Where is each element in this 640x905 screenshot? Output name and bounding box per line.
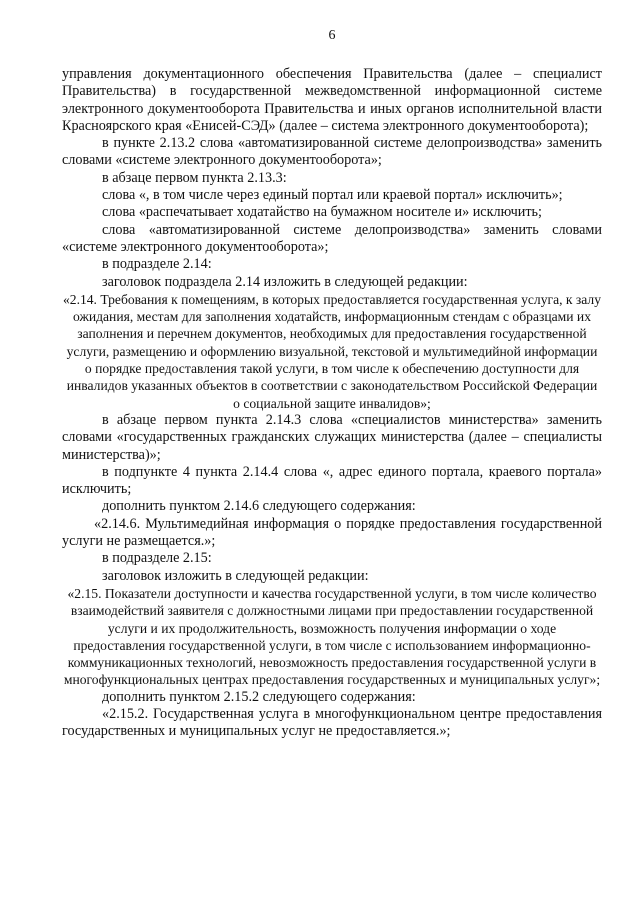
- paragraph: «2.14.6. Мультимедийная информация о порядке предоставления государственной услуги не размещается.»;: [62, 515, 602, 550]
- paragraph: в подразделе 2.14:: [102, 256, 212, 273]
- paragraph: дополнить пунктом 2.14.6 следующего содержания:: [102, 498, 416, 515]
- paragraph: управления документационного обеспечения Правительства (далее – специалист Правительства) в государственной межведомственной информационной системе электронного документооборота Правительства и иных органов исполнительной власти Красноярского края «Енисей-СЭД» (далее – система электронного документооборота);: [62, 66, 602, 134]
- paragraph: дополнить пунктом 2.15.2 следующего содержания:: [102, 688, 416, 705]
- paragraph: «2.15.2. Государственная услуга в многофункциональном центре предоставления государственных и муниципальных услуг не предоставляется.»;: [62, 705, 602, 740]
- document-body: [62, 66, 602, 741]
- paragraph: заголовок изложить в следующей редакции:: [102, 567, 369, 584]
- paragraph: в пункте 2.13.2 слова «автоматизированной системе делопроизводства» заменить словами «системе электронного документооборота»;: [62, 135, 602, 169]
- section-heading-2-15: «2.15. Показатели доступности и качества государственной услуги, в том числе количество взаимодействий заявителя с должностными лицами при предоставлении государственной услуги и их продолжительность, возможность получения информации о ходе предоставления государственной услуги, в том числе с использованием информационно-коммуникационных технологий, невозможность предоставления государственной услуги в многофункциональных центрах предоставления государственных и муниципальных услуг»;: [63, 585, 601, 688]
- paragraph: заголовок подраздела 2.14 изложить в следующей редакции:: [102, 273, 468, 290]
- paragraph: слова «автоматизированной системе делопроизводства» заменить словами «системе электронного документооборота»;: [62, 221, 602, 255]
- paragraph: в подпункте 4 пункта 2.14.4 слова «, адрес единого портала, краевого портала» исключить;: [62, 463, 602, 498]
- paragraph: в абзаце первом пункта 2.14.3 слова «специалистов министерства» заменить словами «государственных гражданских служащих министерства (далее – специалисты министерства)»;: [62, 411, 602, 463]
- paragraph: в абзаце первом пункта 2.13.3:: [102, 169, 287, 186]
- paragraph: слова «, в том числе через единый портал или краевой портал» исключить»;: [102, 187, 563, 204]
- section-heading-2-14: «2.14. Требования к помещениям, в которых предоставляется государственная услуга, к залу ожидания, местам для заполнения ходатайств, информационным стендам с образцами их заполнения и перечнем документов, необходимых для предоставления государственной услуги, размещению и оформлению визуальной, текстовой и мультимедийной информации о порядке предоставления такой услуги, в том числе к обеспечению доступности для инвалидов указанных объектов в соответствии с законодательством Российской Федерации о социальной защите инвалидов»;: [62, 291, 602, 411]
- page-number: 6: [328, 28, 336, 43]
- paragraph: в подразделе 2.15:: [102, 550, 212, 567]
- paragraph: слова «распечатывает ходатайство на бумажном носителе и» исключить;: [102, 204, 542, 221]
